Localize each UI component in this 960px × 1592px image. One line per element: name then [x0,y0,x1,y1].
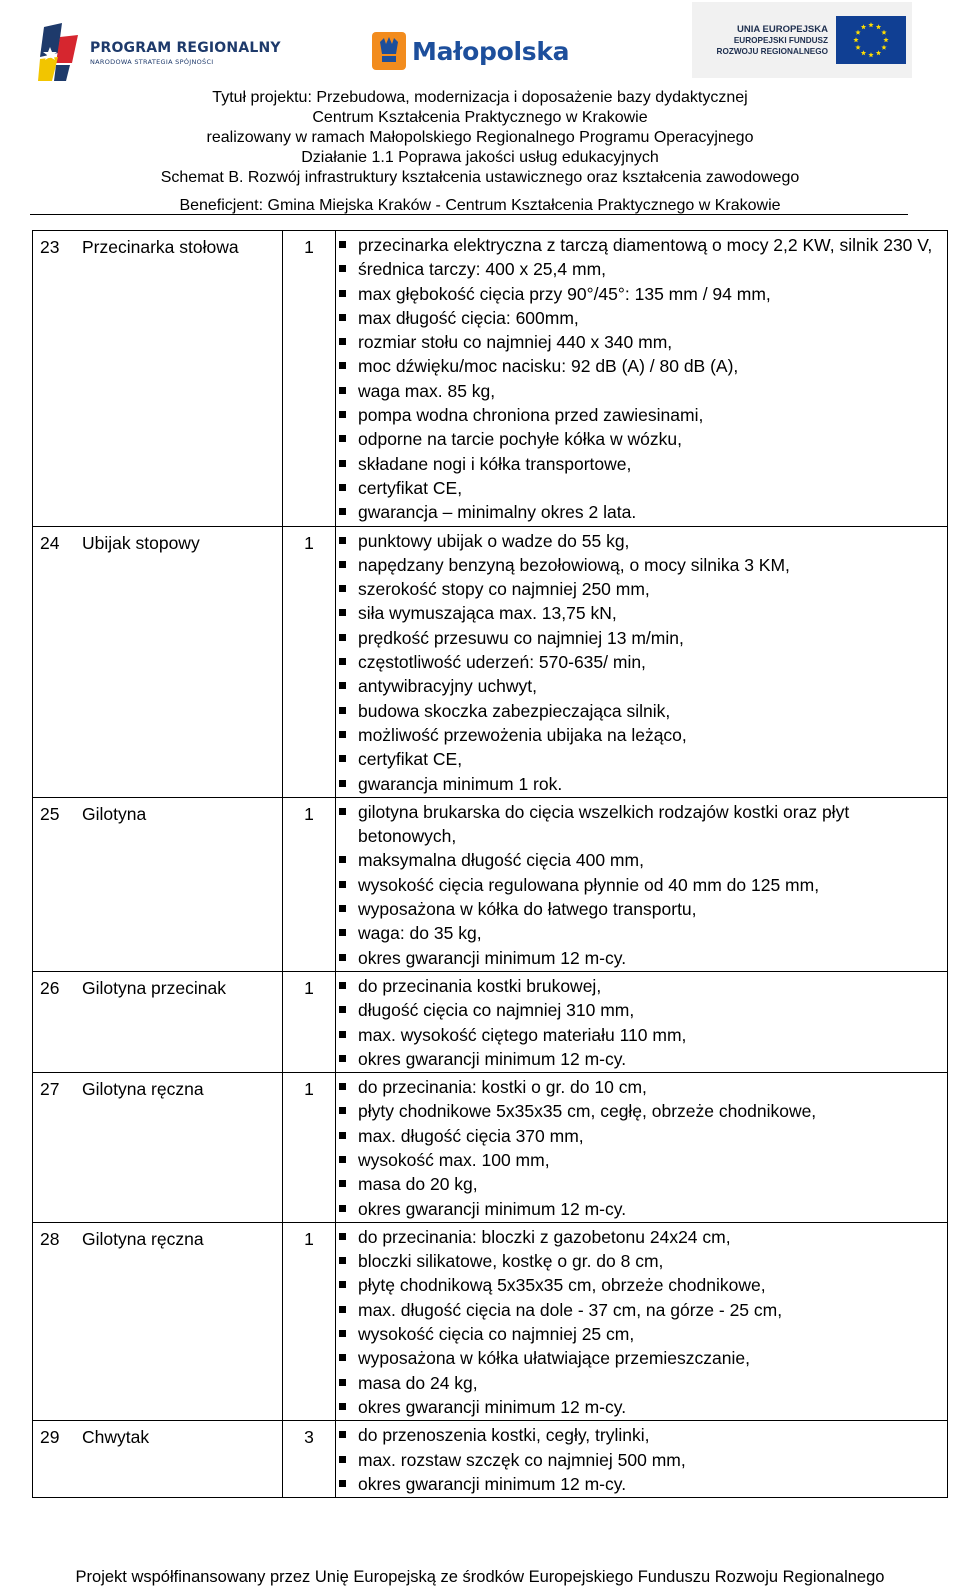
heading-line-programme: realizowany w ramach Małopolskiego Regionalnego Programu Operacyjnego [206,129,754,146]
list-item: siła wymuszająca max. 13,75 kN, [336,601,941,625]
item-quantity: 1 [283,1073,336,1223]
list-item: do przecinania kostki brukowej, [336,974,941,998]
list-item: max. rozstaw szczęk co najmniej 500 mm, [336,1448,941,1472]
list-item: wysokość cięcia co najmniej 25 cm, [336,1322,941,1346]
malopolska-emblem-icon [372,32,406,70]
heading-line-scheme: Schemat B. Rozwój infrastruktury kształcenia ustawicznego oraz kształcenia zawodowego [160,169,800,186]
list-item: max głębokość cięcia przy 90°/45°: 135 mm / 94 mm, [336,282,941,306]
list-item: szerokość stopy co najmniej 250 mm, [336,577,941,601]
list-item: okres gwarancji minimum 12 m-cy. [336,1197,941,1221]
list-item: prędkość przesuwu co najmniej 13 m/min, [336,626,941,650]
specification-list [336,1075,941,1221]
item-specification [336,971,948,1072]
table-row [33,1073,948,1223]
item-name: Gilotyna ręczna [80,1222,283,1420]
list-item: wyposażona w kółka ułatwiające przemieszczanie, [336,1346,941,1370]
list-item: napędzany benzyną bezołowiową, o mocy silnika 3 KM, [336,553,941,577]
eu-star-icon [876,24,881,29]
list-item: gwarancja minimum 1 rok. [336,772,941,796]
program-regionalny-logo [38,22,281,84]
list-item: gwarancja – minimalny okres 2 lata. [336,500,941,524]
eu-star-icon [855,30,860,35]
eu-line-1: UNIA EUROPEJSKA [737,24,828,35]
list-item: max. wysokość ciętego materiału 110 mm, [336,1023,941,1047]
specification-list [336,974,941,1071]
row-number: 28 [33,1222,81,1420]
list-item: płytę chodnikową 5x35x35 cm, obrzeże chodnikowe, [336,1273,941,1297]
list-item: do przecinania: kostki o gr. do 10 cm, [336,1075,941,1099]
table-row [33,971,948,1072]
eu-star-icon [855,45,860,50]
list-item: pompa wodna chroniona przed zawiesinami, [336,403,941,427]
cofinancing-footer: Projekt współfinansowany przez Unię Europejską ze środków Europejskiego Funduszu Rozwoju Regionalnego [75,1568,885,1586]
item-quantity: 3 [283,1421,336,1498]
table-row [33,231,948,527]
program-regionalny-title: PROGRAM REGIONALNY [90,39,281,56]
list-item: budowa skoczka zabezpieczająca silnik, [336,699,941,723]
item-name: Gilotyna przecinak [80,971,283,1072]
item-name: Gilotyna [80,797,283,971]
list-item: rozmiar stołu co najmniej 440 x 340 mm, [336,330,941,354]
eu-star-icon [861,24,866,29]
list-item: wysokość cięcia regulowana płynnie od 40 mm do 125 mm, [336,873,941,897]
row-number: 25 [33,797,81,971]
list-item: okres gwarancji minimum 12 m-cy. [336,946,941,970]
specification-list [336,233,941,525]
logo-bar [0,0,960,86]
malopolska-logo [372,32,569,70]
malopolska-wordmark: Małopolska [412,36,570,66]
table-row [33,1222,948,1420]
list-item: certyfikat CE, [336,476,941,500]
table-row [33,1421,948,1498]
specification-list [336,529,941,796]
table-row [33,526,948,797]
eu-star-icon [881,30,886,35]
list-item: długość cięcia co najmniej 310 mm, [336,998,941,1022]
program-regionalny-emblem-icon [38,23,84,83]
item-name: Ubijak stopowy [80,526,283,797]
eu-star-icon [876,50,881,55]
row-number: 24 [33,526,81,797]
list-item: gilotyna brukarska do cięcia wszelkich rodzajów kostki oraz płyt betonowych, [336,800,941,849]
list-item: max. długość cięcia 370 mm, [336,1124,941,1148]
row-number: 26 [33,971,81,1072]
item-name: Przecinarka stołowa [80,231,283,527]
heading-line-action: Działanie 1.1 Poprawa jakości usług edukacyjnych [301,149,659,166]
list-item: możliwość przewożenia ubijaka na leżąco, [336,723,941,747]
item-quantity: 1 [283,231,336,527]
specification-list [336,1423,941,1496]
list-item: punktowy ubijak o wadze do 55 kg, [336,529,941,553]
list-item: wyposażona w kółka do łatwego transportu, [336,897,941,921]
item-specification [336,526,948,797]
row-number: 23 [33,231,81,527]
eu-flag-icon [836,16,906,64]
specification-list [336,1225,941,1419]
eu-star-icon [883,37,888,42]
list-item: wysokość max. 100 mm, [336,1148,941,1172]
program-regionalny-subtitle: NARODOWA STRATEGIA SPÓJNOŚCI [90,57,214,66]
heading-divider [30,214,908,215]
list-item: płyty chodnikowe 5x35x35 cm, cegłę, obrzeże chodnikowe, [336,1099,941,1123]
item-specification [336,1222,948,1420]
list-item: masa do 20 kg, [336,1172,941,1196]
list-item: odporne na tarcie pochyłe kółka w wózku, [336,427,941,451]
row-number: 27 [33,1073,81,1223]
eu-star-icon [868,52,873,57]
item-quantity: 1 [283,526,336,797]
list-item: maksymalna długość cięcia 400 mm, [336,848,941,872]
item-name: Gilotyna ręczna [80,1073,283,1223]
table-row [33,797,948,971]
list-item: masa do 24 kg, [336,1371,941,1395]
item-specification [336,231,948,527]
eu-line-3: ROZWOJU REGIONALNEGO [716,47,828,56]
heading-line-title: Tytuł projektu: Przebudowa, modernizacja i doposażenie bazy dydaktycznej [212,89,748,106]
eu-line-2: EUROPEJSKI FUNDUSZ [733,36,828,45]
heading-line-centre: Centrum Kształcenia Praktycznego w Krakowie [312,109,648,126]
list-item: max długość cięcia: 600mm, [336,306,941,330]
list-item: średnica tarczy: 400 x 25,4 mm, [336,257,941,281]
item-specification [336,1073,948,1223]
list-item: antywibracyjny uchwyt, [336,674,941,698]
project-heading [0,88,960,216]
list-item: okres gwarancji minimum 12 m-cy. [336,1472,941,1496]
list-item: waga: do 35 kg, [336,921,941,945]
list-item: certyfikat CE, [336,747,941,771]
item-specification [336,797,948,971]
list-item: okres gwarancji minimum 12 m-cy. [336,1047,941,1071]
eu-star-icon [868,22,873,27]
eu-star-icon [861,50,866,55]
item-name: Chwytak [80,1421,283,1498]
list-item: waga max. 85 kg, [336,379,941,403]
list-item: okres gwarancji minimum 12 m-cy. [336,1395,941,1419]
item-quantity: 1 [283,1222,336,1420]
list-item: częstotliwość uderzeń: 570-635/ min, [336,650,941,674]
eu-fund-logo [692,2,912,78]
specification-list [336,800,941,970]
list-item: bloczki silikatowe, kostkę o gr. do 8 cm, [336,1249,941,1273]
beneficiary-line: Beneficjent: Gmina Miejska Kraków - Centrum Kształcenia Praktycznego w Krakowie [179,197,781,214]
list-item: max. długość cięcia na dole - 37 cm, na górze - 25 cm, [336,1298,941,1322]
list-item: do przecinania: bloczki z gazobetonu 24x24 cm, [336,1225,941,1249]
eu-star-icon [853,37,858,42]
eu-star-icon [881,45,886,50]
list-item: moc dźwięku/moc nacisku: 92 dB (A) / 80 dB (A), [336,354,941,378]
list-item: przecinarka elektryczna z tarczą diamentową o mocy 2,2 KW, silnik 230 V, [336,233,941,257]
list-item: składane nogi i kółka transportowe, [336,452,941,476]
item-quantity: 1 [283,797,336,971]
item-quantity: 1 [283,971,336,1072]
equipment-spec-table [32,230,948,1498]
row-number: 29 [33,1421,81,1498]
item-specification [336,1421,948,1498]
list-item: do przenoszenia kostki, cegły, trylinki, [336,1423,941,1447]
